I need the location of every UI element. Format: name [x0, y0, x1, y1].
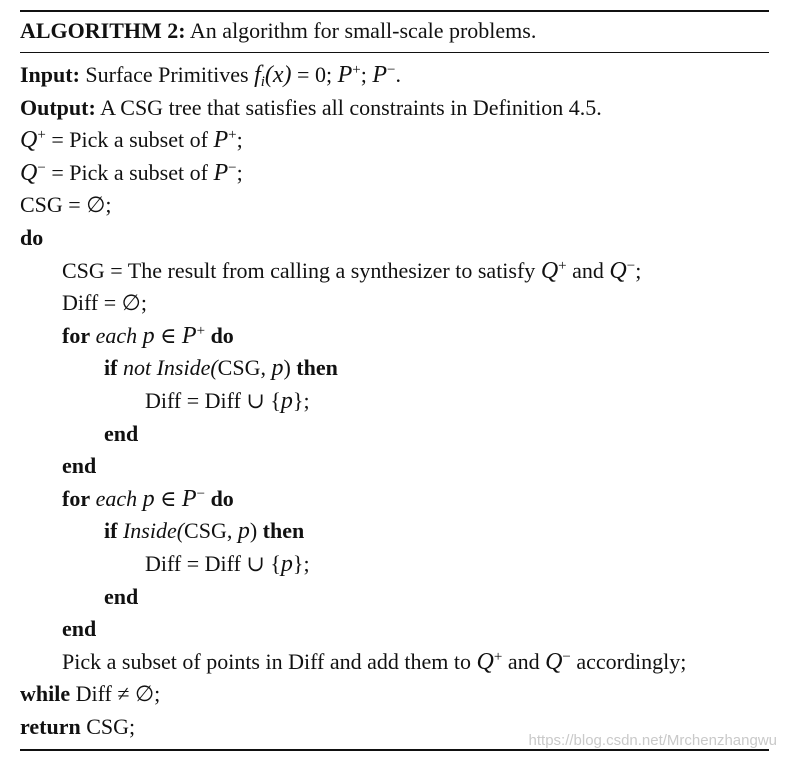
algorithm-caption [20, 18, 769, 44]
bottom-rule [20, 749, 769, 751]
input-math: $f_i(x)$ [254, 62, 292, 90]
top-rule [20, 10, 769, 12]
caption-label: ALGORITHM 2: [20, 18, 186, 43]
output-keyword: Output: [20, 94, 96, 120]
line-diff-empty: Diff = ∅; [62, 290, 147, 316]
line-csg-empty: CSG = ∅; [20, 192, 112, 218]
input-keyword: Input: [20, 62, 80, 87]
caption-rule [20, 52, 769, 53]
line-for-pminus: for each p ∈ P− do [62, 485, 234, 512]
line-if-not-inside: if not Inside(CSG, p) then [104, 355, 338, 382]
line-pick-points: Pick a subset of points in Diff and add them to Q+ and Q− accordingly; [62, 648, 687, 675]
algorithm-body [20, 59, 769, 743]
line-qplus: Q+ = Pick a subset of P+; [20, 127, 243, 154]
line-csg-result: CSG = The result from calling a synthesizer to satisfy Q+ and Q−; [62, 257, 642, 284]
line-input [20, 59, 769, 92]
line-end-if-2: end [104, 583, 139, 609]
line-for-pplus: for each p ∈ P+ do [62, 322, 234, 349]
line-end-for-1: end [62, 453, 97, 479]
line-output [20, 92, 769, 125]
line-return: return CSG; [20, 713, 136, 739]
line-diff-union-1: Diff = Diff ∪ {p}; [145, 387, 310, 414]
line-while: while Diff ≠ ∅; [20, 681, 161, 707]
qminus-text: = Pick a subset of [51, 159, 208, 185]
line-diff-union-2: Diff = Diff ∪ {p}; [145, 550, 310, 577]
line-end-for-2: end [62, 616, 97, 642]
input-math-eq: = 0; P+; P−. [297, 62, 401, 88]
line-qminus: Q− = Pick a subset of P−; [20, 159, 243, 186]
algorithm-block [20, 10, 769, 751]
caption-text: An algorithm for small-scale problems. [189, 18, 537, 43]
input-text: Surface Primitives [85, 62, 249, 87]
output-text: A CSG tree that satisfies all constraints in Definition 4.5. [100, 94, 602, 120]
line-if-inside: if Inside(CSG, p) then [104, 518, 305, 545]
qplus-text: = Pick a subset of [51, 127, 208, 153]
line-do: do [20, 224, 44, 250]
line-end-if-1: end [104, 420, 139, 446]
watermark: https://blog.csdn.net/Mrchenzhangwu [528, 732, 777, 749]
